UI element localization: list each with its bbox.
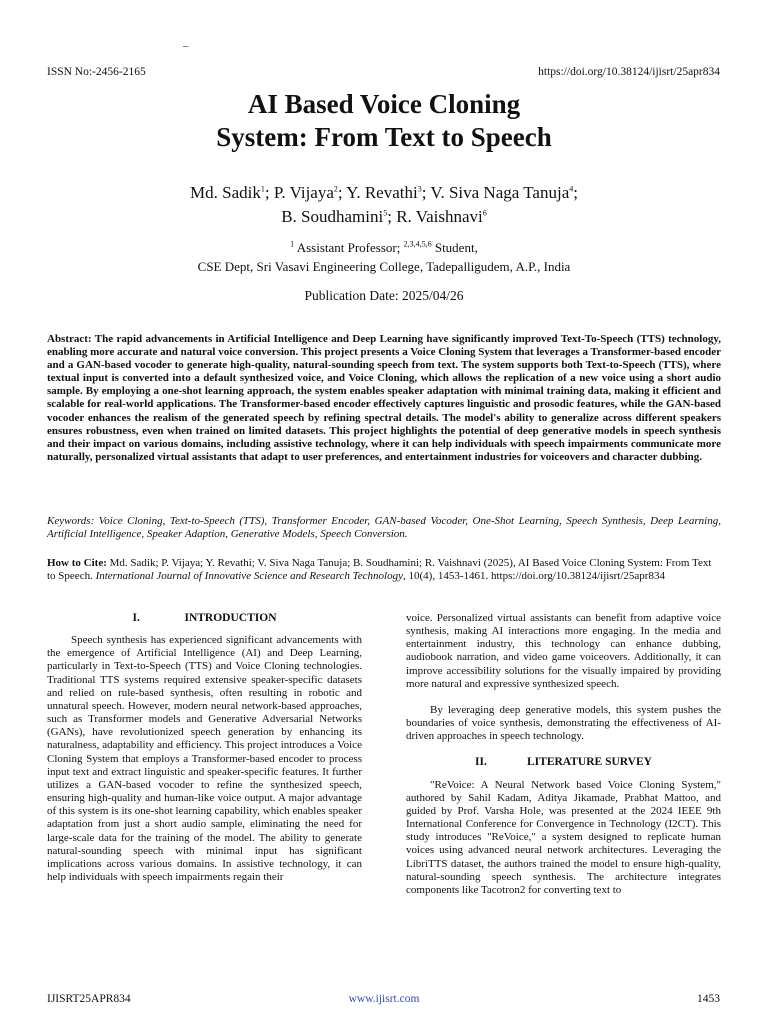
affil-sup: 1 <box>290 239 295 249</box>
citation-text: Md. Sadik; P. Vijaya; Y. Revathi; V. Siva Naga Tanuja; B. Soudhamini; R. Vaishnavi (2025), AI Based Voice Cloning System: From Text to Speech. <box>47 557 712 583</box>
author-line-2 <box>0 205 768 229</box>
intro-paragraph-continued: voice. Personalized virtual assistants can benefit from adaptive voice synthesis, making AI interactions more engaging. In the media and entertainment industry, this technology can enhance dubbing, audiobook narration, and video game voiceovers. Additionally, it can improve accessibility solutions for the visually impaired by providing more natural and expressive synthesized speech. <box>406 612 721 690</box>
affiliation <box>0 238 768 276</box>
author-name: ; V. Siva Naga Tanuja <box>421 183 570 202</box>
author-separator: ; <box>573 183 578 202</box>
author-list <box>0 181 768 229</box>
title-line-2: System: From Text to Speech <box>216 122 552 152</box>
section-heading-literature-survey <box>406 756 721 769</box>
section-title: INTRODUCTION <box>184 612 277 624</box>
how-to-cite <box>47 557 721 583</box>
author-affil-sup: 4 <box>569 184 574 194</box>
author-name: ; R. Vaishnavi <box>387 207 483 226</box>
author-name: ; P. Vijaya <box>264 183 334 202</box>
right-column <box>406 612 721 897</box>
publication-date: Publication Date: 2025/04/26 <box>304 288 464 303</box>
intro-paragraph: Speech synthesis has experienced significant advancements with the emergence of Artificial Intelligence (AI) and Deep Learning, particularly in Text-to-Speech (TTS) and Voice Cloning technologies. Traditional TTS systems required extensive speaker-specific datasets and relied on rule-based synthesis, often resulting in robotic and unnatural speech. However, modern neural network-based approaches, such as Transformer models and Generative Adversarial Networks (GANs), have revolutionized speech generation by enhancing its naturalness, adaptability and efficiency. This project introduces a Voice Cloning System that employs a Transformer-based encoder to process input text and extract linguistic and speaker-specific features. It further utilizes a GAN-based vocoder to refine the synthesized speech, ensuring high-quality and human-like voice output. A major advantage of this system is its one-shot learning capability, which enables speaker adaptation from just a short audio sample, eliminating the need for large-scale data for the training of the model. The ability to generate natural-sounding speech with minimal input has significant implications across various domains. In assistive technology, it can help individuals with speech impairments regain their <box>47 634 362 883</box>
author-name: Md. Sadik <box>190 183 261 202</box>
title-line-1: AI Based Voice Cloning <box>247 89 521 119</box>
footer-site-link[interactable]: www.ijisrt.com <box>348 993 420 1005</box>
author-name: ; Y. Revathi <box>337 183 418 202</box>
author-affil-sup: 5 <box>383 208 388 218</box>
author-affil-sup: 6 <box>482 208 487 218</box>
section-number: I. <box>132 612 140 624</box>
abstract: Abstract: The rapid advancements in Artificial Intelligence and Deep Learning have significantly improved Text-To-Speech (TTS) technology, enabling more accurate and natural voice conversion. This project presents a Voice Cloning System that leverages a Transformer-based encoder and a GAN-based vocoder to generate high-quality, natural-sounding speech from text. The system supports both Text-to-Speech (TTS), where textual input is converted into a default synthesized voice, and Voice Cloning, which allows the replication of a new voice using a short audio sample. By employing a one-shot learning approach, the system enables speaker adaptation with minimal training data, making it efficient and scalable for real-world applications. The Transformer-based encoder effectively captures linguistic and prosodic features, while the GAN-based vocoder enhances the realism of the generated speech by refining spectral details. The model's ability to generalize across different speakers ensures robustness, even when trained on limited datasets. This project highlights the potential of deep generative models in speech synthesis and their impact on various domains, including assistive technology, where it can help individuals with speech impairments communicate more naturally, personalized virtual assistants that adapt to user preferences, and entertainment industries for voiceovers and character dubbing. <box>47 333 721 463</box>
footer-paper-id: IJISRT25APR834 <box>47 993 131 1005</box>
issn-number: ISSN No:-2456-2165 <box>47 66 146 78</box>
stray-dash: – <box>183 40 189 52</box>
section-title: LITERATURE SURVEY <box>527 756 652 769</box>
paper-title <box>0 88 768 154</box>
affil-role: Student, <box>431 240 478 255</box>
affil-role: Assistant Professor; <box>294 240 404 255</box>
page-number: 1453 <box>697 993 720 1005</box>
affiliation-roles <box>0 238 768 257</box>
section-number: II. <box>475 756 487 769</box>
doi-link[interactable]: https://doi.org/10.38124/ijisrt/25apr834 <box>538 66 720 78</box>
citation-rest: , 10(4), 1453-1461. https://doi.org/10.38124/ijisrt/25apr834 <box>403 570 665 583</box>
author-affil-sup: 3 <box>417 184 422 194</box>
author-line-1 <box>0 181 768 205</box>
section-heading-introduction <box>47 612 362 625</box>
intro-paragraph-2: By leveraging deep generative models, this system pushes the boundaries of voice synthesis, demonstrating the effectiveness of AI-driven approaches in speech technology. <box>406 703 721 743</box>
affil-sup: 2,3,4,5,6 <box>403 239 432 249</box>
left-column <box>47 612 362 884</box>
how-to-cite-label: How to Cite: <box>47 557 107 569</box>
affiliation-dept: CSE Dept, Sri Vasavi Engineering College, Tadepalligudem, A.P., India <box>197 259 571 274</box>
citation-journal: International Journal of Innovative Science and Research Technology <box>95 570 403 583</box>
author-affil-sup: 2 <box>333 184 338 194</box>
literature-paragraph: "ReVoice: A Neural Network based Voice Cloning System," authored by Sahil Kadam, Aditya Jikamade, Prabhat Mattoo, and guided by Prof. Varsha Hole, was presented at the 2024 IEEE 9th International Conference for Convergence in Technology (I2CT). This study introduces "ReVoice," a system designed to replicate human voices using advanced neural network architectures. Leveraging the LibriTTS dataset, the authors trained the model to ensure high-quality, natural-sounding speech synthesis. The architecture integrates components like Tacotron2 for converting text to <box>406 778 721 896</box>
keywords: Keywords: Voice Cloning, Text-to-Speech (TTS), Transformer Encoder, GAN-based Vocoder, One-Shot Learning, Speech Synthesis, Deep Learning, Artificial Intelligence, Speaker Adaption, Generative Models, Speech Conversion. <box>47 515 721 541</box>
author-name: B. Soudhamini <box>281 207 384 226</box>
author-affil-sup: 1 <box>260 184 265 194</box>
